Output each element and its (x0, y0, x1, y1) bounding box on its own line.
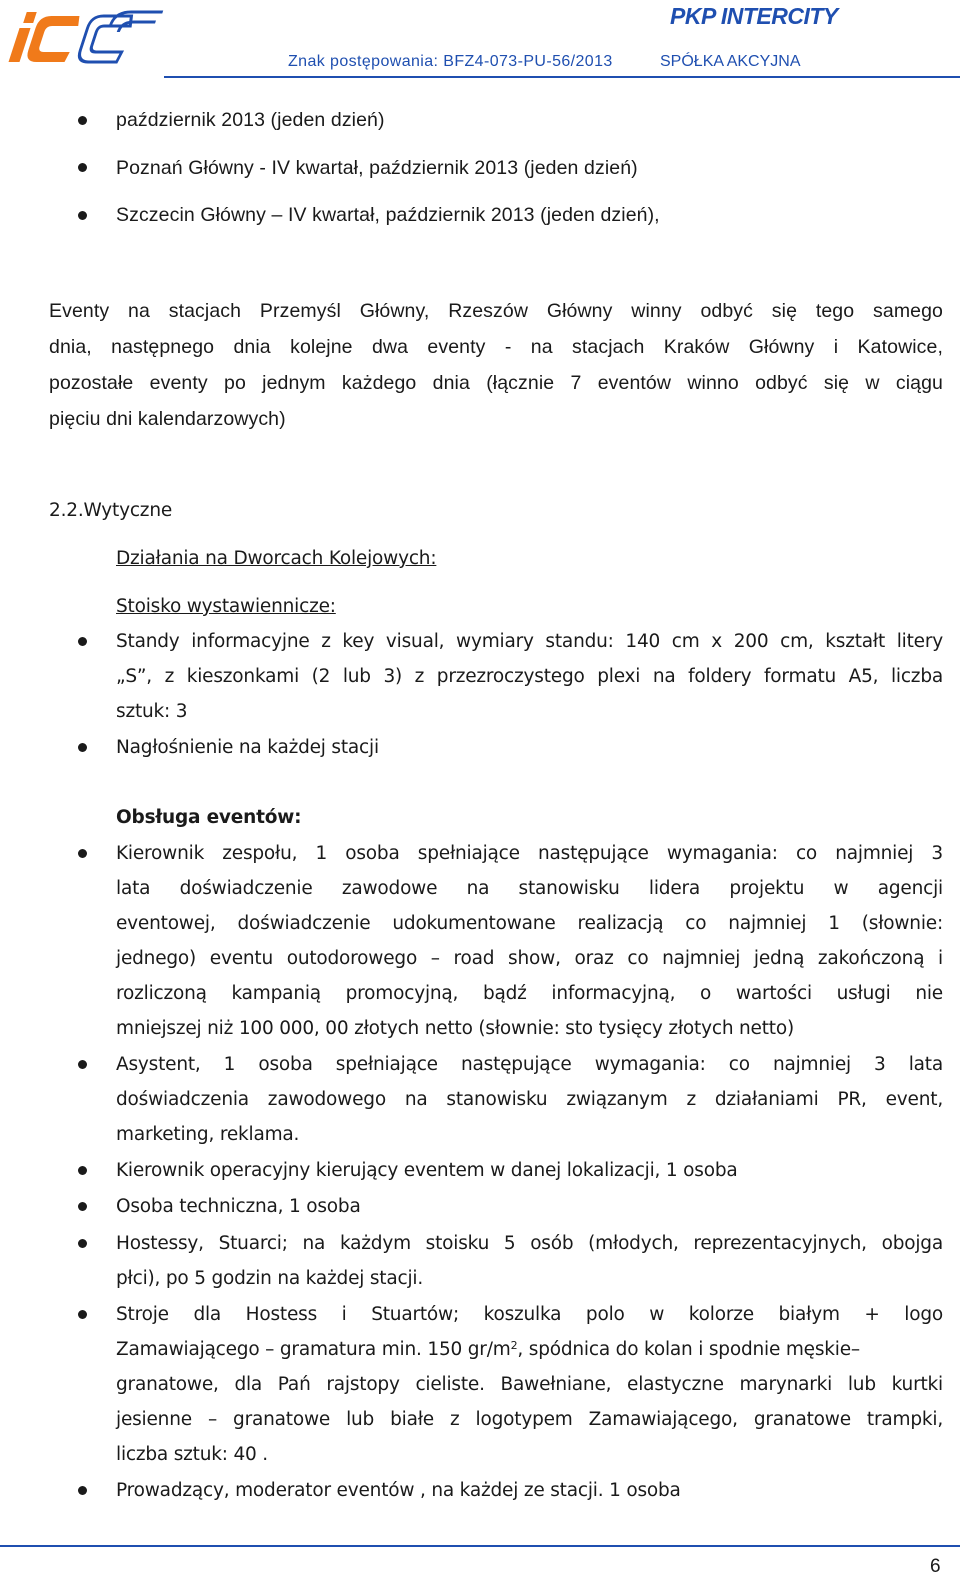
list-item-line: płci), po 5 godzin na każdej stacji. (116, 1268, 424, 1289)
bullet (78, 1060, 87, 1069)
list-item-line: jesienne – granatowe lub białe z logotypem Zamawiającego, granatowe trampki, (116, 1409, 943, 1430)
list-item-line: „S”, z kieszonkami (2 lub 3) z przezroczystego plexi na foldery formatu A5, liczba (116, 666, 943, 687)
list-item-line: granatowe, dla Pań rajstopy cieliste. Bawełniane, elastyczne marynarki lub kurtki (116, 1374, 943, 1395)
brand-name: PKP INTERCITY (670, 3, 838, 29)
subheading-stand: Stoisko wystawiennicze: (116, 596, 336, 617)
text-segment: Zamawiającego – gramatura min. 150 gr/m (116, 1339, 511, 1360)
subheading-service: Obsługa eventów: (116, 807, 302, 828)
list-item-line: Kierownik zespołu, 1 osoba spełniające następujące wymagania: co najmniej 3 (116, 843, 943, 864)
section-title: Wytyczne (83, 500, 173, 521)
bullet (78, 1239, 87, 1248)
case-number: Znak postępowania: BFZ4-073-PU-56/2013 (288, 53, 613, 70)
bullet (78, 1166, 87, 1175)
list-item-line: eventowej, doświadczenie udokumentowane realizacją co najmniej 1 (słownie: (116, 913, 943, 934)
list-item-line: liczba sztuk: 40 . (116, 1444, 268, 1465)
list-item-line: Asystent, 1 osoba spełniające następujące wymagania: co najmniej 3 lata (116, 1054, 943, 1075)
bullet (78, 637, 87, 646)
paragraph-line: pięciu dni kalendarzowych) (49, 408, 286, 430)
bullet (78, 116, 87, 125)
section-number: 2.2. (49, 500, 84, 521)
text-segment: , spódnica do kolan i spodnie męskie– (517, 1339, 860, 1360)
list-item-line: jednego) eventu outodorowego – road show, oraz co najmniej jedną zakończoną i (116, 948, 943, 969)
subheading-stations: Działania na Dworcach Kolejowych: (116, 548, 437, 569)
section-heading (49, 498, 172, 524)
list-item-line: Nagłośnienie na każdej stacji (116, 737, 379, 758)
list-item-line (116, 1337, 860, 1363)
list-item-line: sztuk: 3 (116, 701, 188, 722)
list-item-line: Hostessy, Stuarci; na każdym stoisku 5 osób (młodych, reprezentacyjnych, obojga (116, 1233, 943, 1254)
list-item: Poznań Główny - IV kwartał, październik 2013 (jeden dzień) (116, 157, 638, 179)
bullet (78, 849, 87, 858)
list-item-line: Prowadzący, moderator eventów , na każdej ze stacji. 1 osoba (116, 1480, 681, 1501)
paragraph-line: Eventy na stacjach Przemyśl Główny, Rzeszów Główny winny odbyć się tego samego (49, 300, 943, 322)
list-item-line: Standy informacyjne z key visual, wymiary standu: 140 cm x 200 cm, kształt litery (116, 631, 943, 652)
bullet (78, 211, 87, 220)
page-header (0, 0, 960, 80)
bullet (78, 1486, 87, 1495)
list-item-line: marketing, reklama. (116, 1124, 300, 1145)
page-number: 6 (930, 1556, 941, 1577)
bullet (78, 163, 87, 172)
list-item-line: lata doświadczenie zawodowe na stanowisku lidera projektu w agencji (116, 878, 943, 899)
list-item-line: Stroje dla Hostess i Stuartów; koszulka polo w kolorze białym + logo (116, 1304, 943, 1325)
bullet (78, 743, 87, 752)
footer-divider (0, 1545, 960, 1547)
bullet (78, 1310, 87, 1319)
list-item-line: Kierownik operacyjny kierujący eventem w danej lokalizacji, 1 osoba (116, 1160, 738, 1181)
intercity-logo (6, 2, 168, 68)
superscript: 2 (510, 1339, 518, 1352)
list-item-line: Osoba techniczna, 1 osoba (116, 1196, 361, 1217)
list-item-line: rozliczoną kampanią promocyjną, bądź informacyjną, o wartości usługi nie (116, 983, 943, 1004)
bullet (78, 1202, 87, 1211)
paragraph-line: dnia, następnego dnia kolejne dwa eventy - na stacjach Kraków Główny i Katowice, (49, 336, 943, 358)
company-type: SPÓŁKA AKCYJNA (660, 53, 801, 70)
list-item: Szczecin Główny – IV kwartał, październik 2013 (jeden dzień), (116, 204, 660, 226)
list-item-line: doświadczenia zawodowego na stanowisku związanym z działaniami PR, event, (116, 1089, 943, 1110)
list-item-line: mniejszej niż 100 000, 00 złotych netto (słownie: sto tysięcy złotych netto) (116, 1018, 794, 1039)
list-item: październik 2013 (jeden dzień) (116, 109, 385, 131)
header-divider (164, 76, 960, 78)
paragraph-line: pozostałe eventy po jednym każdego dnia (łącznie 7 eventów winno odbyć się w ciągu (49, 372, 943, 394)
